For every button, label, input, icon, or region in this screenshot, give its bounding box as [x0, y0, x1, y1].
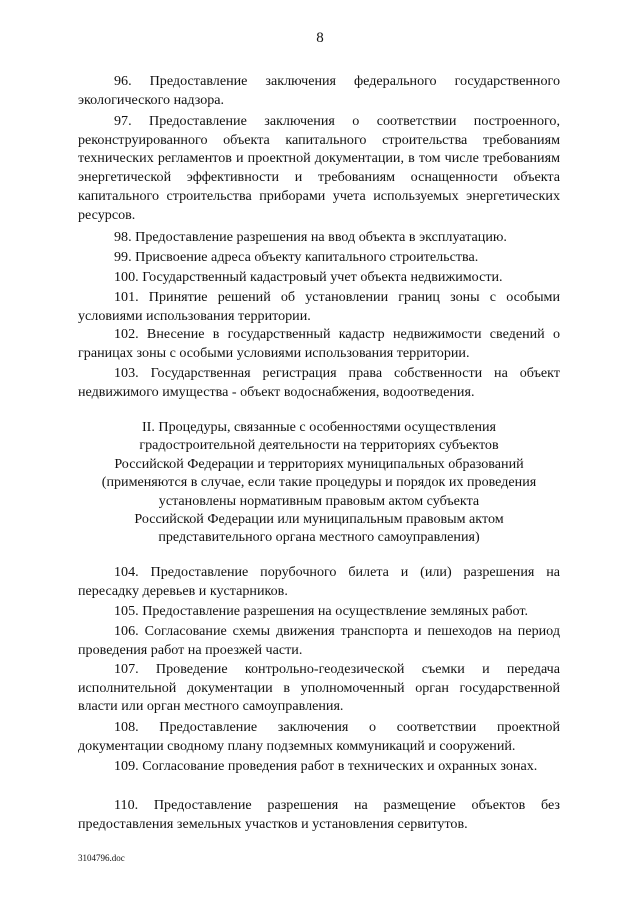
list-item-103: 103. Государственная регистрация права собственности на объект недвижимого имущества - объект водоснабжения, водоотведения.	[78, 365, 560, 400]
section-heading-line: Российской Федерации или муниципальным правовым актом	[134, 511, 504, 528]
section-heading	[78, 418, 560, 547]
list-item-107: 107. Проведение контрольно-геодезической съемки и передача исполнительной документации в уполномоченный орган государственной власти или орган местного самоуправления.	[78, 661, 560, 715]
section-heading-line: Российской Федерации и территориях муниципальных образований	[114, 455, 524, 472]
page-number: 8	[316, 30, 324, 46]
section-heading-line: градостроительной деятельности на территориях субъектов	[139, 437, 499, 454]
list-item-96: 96. Предоставление заключения федерального государственного экологического надзора.	[78, 73, 560, 108]
list-item-97: 97. Предоставление заключения о соответствии построенного, реконструированного объекта капитального строительства требованиям технических регламентов и проектной документации, в том числе требованиям энергетической эффективности и требованиям оснащенности объекта капитального строительства приборами учета используемых энергетических ресурсов.	[78, 113, 560, 223]
section-heading-line: II. Процедуры, связанные с особенностями осуществления	[141, 419, 497, 435]
list-item-108: 108. Предоставление заключения о соответствии проектной документации сводному плану подземных коммуникаций и сооружений.	[78, 719, 560, 754]
list-item-102: 102. Внесение в государственный кадастр недвижимости сведений о границах зоны с особыми условиями использования территории.	[78, 326, 560, 361]
section-heading-line: представительного органа местного самоуправления)	[158, 529, 480, 546]
footer-filename: 3104796.doc	[78, 853, 125, 863]
section-heading-line: (применяются в случае, если такие процедуры и порядок их проведения	[101, 474, 537, 491]
list-item-109: 109. Согласование проведения работ в технических и охранных зонах.	[114, 758, 538, 774]
section-heading-line: установлены нормативным правовым актом субъекта	[158, 492, 480, 509]
list-item-104: 104. Предоставление порубочного билета и (или) разрешения на пересадку деревьев и кустарников.	[78, 564, 560, 599]
list-item-98: 98. Предоставление разрешения на ввод объекта в эксплуатацию.	[114, 229, 507, 245]
list-item-110: 110. Предоставление разрешения на размещение объектов без предоставления земельных участков и установления сервитутов.	[78, 797, 560, 832]
list-item-101: 101. Принятие решений об установлении границ зоны с особыми условиями использования территории.	[78, 289, 560, 324]
list-item-106: 106. Согласование схемы движения транспорта и пешеходов на период проведения работ на проезжей части.	[78, 623, 560, 658]
list-item-99: 99. Присвоение адреса объекту капитального строительства.	[114, 249, 479, 265]
list-item-100: 100. Государственный кадастровый учет объекта недвижимости.	[114, 269, 503, 285]
list-item-105: 105. Предоставление разрешения на осуществление земляных работ.	[114, 603, 529, 619]
